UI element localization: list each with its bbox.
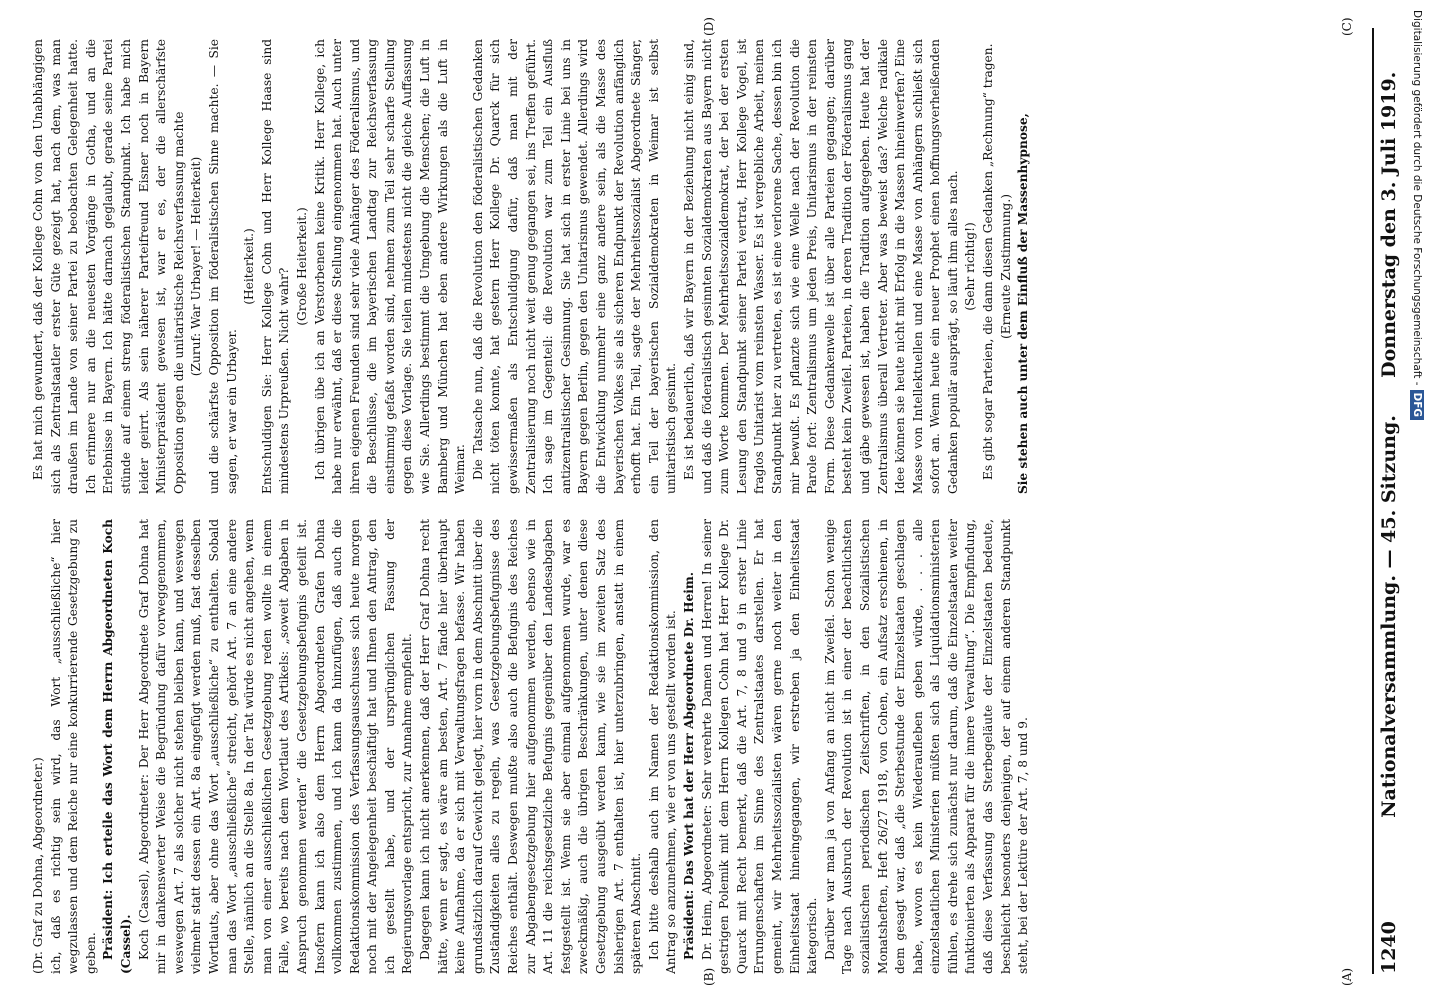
president-paragraph: Präsident: Das Wort hat der Herr Abgeordnete Dr. Heim.: [681, 571, 696, 960]
paragraph: Es hat mich gewundert, daß der Kollege Cohn von den Unabhängigen sich als Zentralstaatler erster Güte gezeigt hat, nach dem, was man draußen im Lande von seiner Partei zu beobachten Gelegenheit hatte. Ich erinnere nur an die neuesten Vorgänge in Gotha, und an die Erlebnisse in Bayern. Ich hätte darnach geglaubt, gerade seine Partei stünde auf einem streng föderalistischen Standpunkt. Ich habe mich leider geirrt. Als sein näherer Parteifreund Eisner noch in Bayern Ministerpräsident gewesen ist, war er es, der die allerschärfste Opposition gegen die unitaristische Reichsverfassung machte: [31, 39, 186, 494]
margin-mark-b: (B): [702, 967, 716, 986]
margin-mark-a: (A): [1340, 967, 1354, 986]
paragraph: ich, daß es richtig sein wird, das Wort „ausschließliche“ hier wegzulassen und dem Reiche nur eine konkurrierende Gesetzgebung zu geben.: [48, 519, 98, 974]
paragraph: Die Tatsache nun, daß die Revolution den föderalistischen Gedanken nicht töten konnte, hat gestern Herr Kollege Dr. Quarck für sich gewissermaßen als Entschuldigung dafür, daß man mit der Zentralisierung noch nicht weit genug gegangen sei, ins Treffen geführt. Ich sage im Gegenteil: die Revolution war zum Teil ein Ausfluß antizentralistischer Gesinnung. Sie hat sich in erster Linie bei uns in Bayern gegen Berlin, gegen den Unitarismus gewendet. Allerdings wird die Entwicklung nunmehr eine ganz andere sein, als die Masse des bayerischen Volkes sie als sicheren Endpunkt der Revolution anfänglich erhofft hat. Ein Teil, sagte der Mehrheitssozialist Abgeordnete Sänger, ein Teil der bayerischen Sozialdemokraten in Weimar ist selbst unitaristisch gesinnt.: [470, 39, 679, 494]
speaker-note: (Dr. Graf zu Dohna, Abgeordneter.): [31, 757, 45, 974]
margin-mark-c: (C): [1340, 17, 1354, 36]
paragraph: Ich bitte deshalb auch im Namen der Redaktionskommission, den Antrag so anzunehmen, wie er von uns gestellt worden ist.: [646, 519, 679, 974]
paragraph: Dagegen kann ich nicht anerkennen, daß der Herr Graf Dohna recht hätte, wenn er sagt, es wäre am besten, Art. 7 fände hier überhaupt keine Aufnahme, da er sich mit Verwaltungsfragen befasse. Wir haben grundsätzlich darauf Gewicht gelegt, hier vorn in dem Abschnitt über die Zuständigkeiten alles zu regeln, was Gesetzgebungsbefugnisse des Reiches enthält. Deswegen mußte also auch die Befugnis des Reiches zur Abgabengesetzgebung hier aufgenommen werden, ebenso wie in Art. 11 die reichsgesetzliche Befugnis gegenüber den Landesabgaben festgestellt ist. Wenn sie aber einmal aufgenommen wurde, war es zweckmäßig, auch die übrigen Beschränkungen, unter denen diese Gesetzgebung ausgeübt werden kann, wie sie im zweiten Satz des bisherigen Art. 7 enthalten ist, hier unterzubringen, anstatt in einem späteren Abschnitt.: [418, 519, 644, 974]
right-column: [30, 39, 1366, 494]
paragraph: Es gibt sogar Parteien, die dann diesen Gedanken „Rechnung“ tragen.: [981, 43, 996, 480]
margin-mark-d: (D): [702, 17, 716, 36]
paragraph: Sie stehen auch unter dem Einfluß der Massenhypnose,: [1016, 113, 1031, 494]
interjection: (Sehr richtig!): [963, 222, 978, 311]
page-number: 1240: [1378, 921, 1400, 974]
interjection: (Große Heiterkeit.): [294, 207, 309, 326]
header-left-title: Nationalversammlung. — 45. Sitzung.: [1378, 415, 1400, 818]
stamp-text: Digitalisierung gefördert durch die Deutsche Forschungsgemeinschaft -: [1411, 10, 1423, 386]
dfg-stamp: [1408, 10, 1430, 990]
interjection: (Heiterkeit.): [242, 228, 257, 305]
header-right-title: Donnerstag den 3. Juli 1919.: [1378, 71, 1400, 378]
president-paragraph: Präsident: Ich erteile das Wort dem Herrn Abgeordneten Koch (Cassel).: [101, 519, 133, 974]
paragraph: Koch (Cassel), Abgeordneter: Der Herr Abgeordnete Graf Dohna hat mir in dankenswerter Weise die Begründung dafür vorweggenommen, weswegen Art. 7 als solcher nicht stehen bleiben kann, und weswegen vielmehr statt dessen ein Art. 8a eingefügt werden muß, fast desselben Wortlauts, aber ohne das Wort „ausschließliche“ zu enthalten. Sobald man das Wort „ausschließliche“ streicht, gehört Art. 7 an eine andere Stelle, nämlich an die Stelle 8a. In der Tat würde es nicht angehen, wenn man von einer ausschließlichen Gesetzgebung reden wollte in einem Falle, wo bereits nach dem Wortlaut des Artikels: „soweit Abgaben in Anspruch genommen werden“ die Gesetzgebungsbefugnis geteilt ist. Insofern kann ich also dem Herrn Abgeordneten Grafen Dohna vollkommen zustimmen, und ich kann da hinzufügen, daß auch die Redaktionskommission des Verfassungsausschusses sich heute morgen noch mit der Angelegenheit beschäftigt hat und Ihnen den Antrag, den ich gestellt habe, und der ursprünglichen Fassung der Regierungsvorlage entspricht, zur Annahme empfiehlt.: [136, 519, 415, 974]
paragraph: und die schärfste Opposition im föderalistischen Sinne machte. — Sie sagen, er war ein Urbayer.: [206, 39, 239, 494]
dfg-logo: DFG: [1410, 390, 1424, 421]
paragraph: Entschuldigen Sie: Herr Kollege Cohn und Herr Kollege Haase sind mindestens Urpreußen. Nicht wahr?: [259, 39, 292, 494]
paragraph: Ich übrigen übe ich an Verstorbenen keine Kritik. Herr Kollege, ich habe nur erwähnt, daß er diese Stellung eingenommen hat. Auch unter ihren eigenen Freunden sind sehr viele Anhänger des Föderalismus, und die Beschlüsse, die im bayerischen Landtag zur Reichsverfassung einstimmig gefaßt worden sind, nehmen zum Teil sehr scharfe Stellung gegen diese Vorlage. Sie teilen mindestens nicht die gleiche Auffassung wie Sie. Allerdings bestimmt die Umgebung die Menschen; die Luft in Bamberg und München hat eben andere Wirkungen als die Luft in Weimar.: [312, 39, 468, 494]
header-rule: [1372, 28, 1374, 974]
interjection: (Zuruf: War Urbayer! — Heiterkeit): [189, 156, 204, 377]
paragraph: Es ist bedauerlich, daß wir Bayern in der Beziehung nicht einig sind, und daß die föderalistisch gesinnten Sozialdemokraten aus Bayern nicht zum Worte kommen. Der Mehrheitssozialdemokrat, der bei der ersten Lesung den Standpunkt seiner Partei vertrat, Herr Kollege Vogel, ist fraglos Unitarist vom reinsten Wasser. Es ist vergebliche Arbeit, meinen Standpunkt hier zu vertreten, es ist eine verlorene Sache, dessen bin ich mir bewußt. Es pflanzte sich wie eine Welle nach der Revolution die Parole fort: Zentralismus um jeden Preis, Unitarismus in der reinsten Form. Diese Gedankenwelle ist über alle Parteien gegangen; darüber besteht kein Zweifel. Parteien, in deren Tradition der Föderalismus gang und gäbe gewesen ist, haben die Tradition aufgegeben. Heute hat der Zentralismus überall Vertreter. Aber was beweist das? Welche radikale Idee können sie heute nicht mit Erfolg in die Massen hineinwerfen? Eine Masse von Intellektuellen und eine Masse von Anhängern schließt sich sofort an. Wenn heute ein neuer Prophet einen hoffnungsverheißenden Gedanken populär ausprägt, so läuft ihm alles nach.: [681, 39, 960, 494]
paragraph: Darüber war man ja von Anfang an nicht im Zweifel. Schon wenige Tage nach Ausbruch der Revolution ist in einer der beachtlichsten sozialistischen periodischen Zeitschriften, in den Sozialistischen Monatsheften, Heft 26/27 1918, von Cohen, ein Aufsatz erschienen, in dem gesagt war, daß „die Sterbestunde der Einzelstaaten geschlagen habe, wovon es kein Wiederaufleben geben würde, . . . alle einzelstaatlichen Ministerien müßten sich als Liquidationsministerien fühlen, es drehe sich zunächst nur darum, daß die Einzelstaaten weiter funktionierten als Apparat für die innere Verwaltung“. Die Empfindung, daß diese Verfassung das Sterbegeläute der Einzelstaaten bedeute, beschleicht besonders denjenigen, der auf einem anderen Standpunkt steht, bei der Lektüre der Art. 7, 8 und 9.: [822, 519, 1031, 974]
interjection: (Erneute Zustimmung.): [998, 194, 1013, 339]
paragraph: Dr. Heim, Abgeordneter: Sehr verehrte Damen und Herren! In seiner gestrigen Polemik mit dem Herrn Kollegen Cohn hat Herr Kollege Dr. Quarck mit Recht bemerkt, daß die Art. 7, 8 und 9 in erster Linie Errungenschaften im Sinne des Zentralstaates darstellen. Er hat gemeint, wir Mehrheitssozialisten wären gerne noch weiter in den Einheitsstaat hineingegangen, wir erstreben ja den Einheitsstaat kategorisch.: [699, 519, 820, 974]
left-column: [30, 519, 1366, 974]
running-header: [1378, 28, 1400, 974]
